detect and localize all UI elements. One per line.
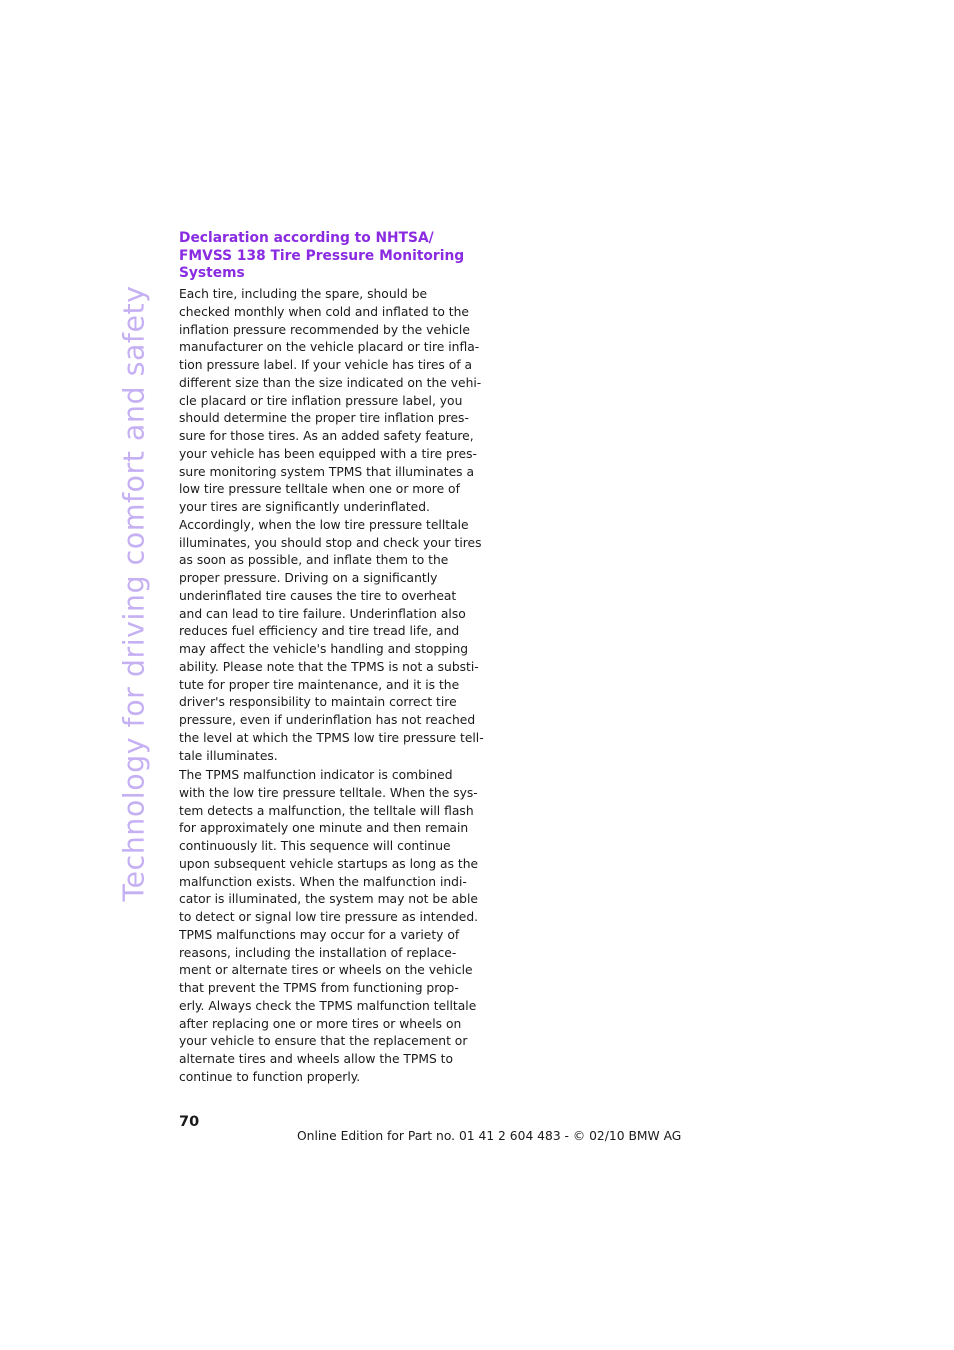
text-line: alternate tires and wheels allow the TPMS to	[179, 1052, 454, 1066]
text-line: tem detects a malfunction, the telltale will flash	[179, 803, 474, 818]
text-line: ability. Please note that the TPMS is not a substi-	[179, 659, 479, 674]
text-line: Each tire, including the spare, should be	[179, 287, 428, 301]
footer-edition-note: Online Edition for Part no. 01 41 2 604 483 - © 02/10 BMW AG	[297, 1129, 682, 1143]
text-line: cle placard or tire inflation pressure label, you	[179, 393, 463, 408]
chapter-side-title-text: Technology for driving comfort and safety	[117, 284, 151, 902]
text-line: the level at which the TPMS low tire pressure tell-	[179, 730, 484, 745]
text-line: cator is illuminated, the system may not be able	[179, 892, 478, 907]
text-line: driver's responsibility to maintain correct tire	[179, 695, 457, 710]
text-line: low tire pressure telltale when one or more of	[179, 482, 460, 497]
chapter-side-title	[112, 232, 156, 954]
text-line: that prevent the TPMS from functioning prop-	[179, 981, 459, 995]
text-line: tute for proper tire maintenance, and it is the	[179, 677, 460, 692]
text-line: inflation pressure recommended by the vehicle	[179, 322, 470, 337]
text-line: manufacturer on the vehicle placard or tire infla-	[179, 340, 480, 355]
text-line: upon subsequent vehicle startups as long as the	[179, 856, 479, 871]
text-line: malfunction exists. When the malfunction indi-	[179, 874, 467, 889]
text-line: continuously lit. This sequence will continue	[179, 839, 451, 853]
heading-line: FMVSS 138 Tire Pressure Monitoring	[179, 247, 465, 264]
text-line: your vehicle has been equipped with a tire pres-	[179, 446, 477, 461]
text-line: checked monthly when cold and inflated to the	[179, 304, 469, 319]
text-line: tale illuminates.	[179, 748, 278, 763]
text-line: after replacing one or more tires or wheels on	[179, 1016, 462, 1031]
text-line: continue to function properly.	[179, 1069, 361, 1084]
paragraph-tire-check	[179, 286, 484, 765]
page-number: 70	[179, 1114, 200, 1130]
text-line: erly. Always check the TPMS malfunction telltale	[179, 998, 477, 1013]
text-line: sure monitoring system TPMS that illuminates a	[179, 464, 474, 479]
text-line: TPMS malfunctions may occur for a variety of	[179, 927, 460, 942]
text-line: underinflated tire causes the tire to overheat	[179, 588, 457, 603]
paragraph-tpms-malfunction	[179, 767, 479, 1087]
text-line: Accordingly, when the low tire pressure telltale	[179, 517, 469, 532]
text-line: The TPMS malfunction indicator is combined	[179, 768, 453, 782]
text-line: pressure, even if underinflation has not reached	[179, 713, 476, 727]
text-line: your tires are significantly underinflated.	[179, 500, 430, 514]
heading-line: Declaration according to NHTSA/	[179, 230, 434, 246]
text-line: tion pressure label. If your vehicle has tires of a	[179, 358, 473, 372]
text-line: to detect or signal low tire pressure as intended.	[179, 910, 479, 924]
text-line: and can lead to tire failure. Underinflation also	[179, 606, 466, 621]
text-line: reduces fuel efficiency and tire tread life, and	[179, 624, 460, 639]
text-line: different size than the size indicated on the vehi-	[179, 375, 482, 390]
text-line: for approximately one minute and then remain	[179, 821, 469, 836]
section-heading	[179, 230, 479, 283]
text-line: with the low tire pressure telltale. When the sys-	[179, 785, 478, 800]
text-line: may affect the vehicle's handling and stopping	[179, 642, 469, 656]
text-line: your vehicle to ensure that the replacement or	[179, 1034, 468, 1049]
text-line: ment or alternate tires or wheels on the vehicle	[179, 963, 473, 978]
text-line: sure for those tires. As an added safety feature,	[179, 429, 474, 443]
text-line: should determine the proper tire inflation pres-	[179, 411, 469, 426]
text-line: illuminates, you should stop and check your tires	[179, 535, 482, 550]
text-line: proper pressure. Driving on a significantly	[179, 571, 438, 585]
heading-line: Systems	[179, 265, 245, 282]
text-line: reasons, including the installation of replace-	[179, 945, 457, 960]
text-line: as soon as possible, and inflate them to the	[179, 553, 449, 568]
